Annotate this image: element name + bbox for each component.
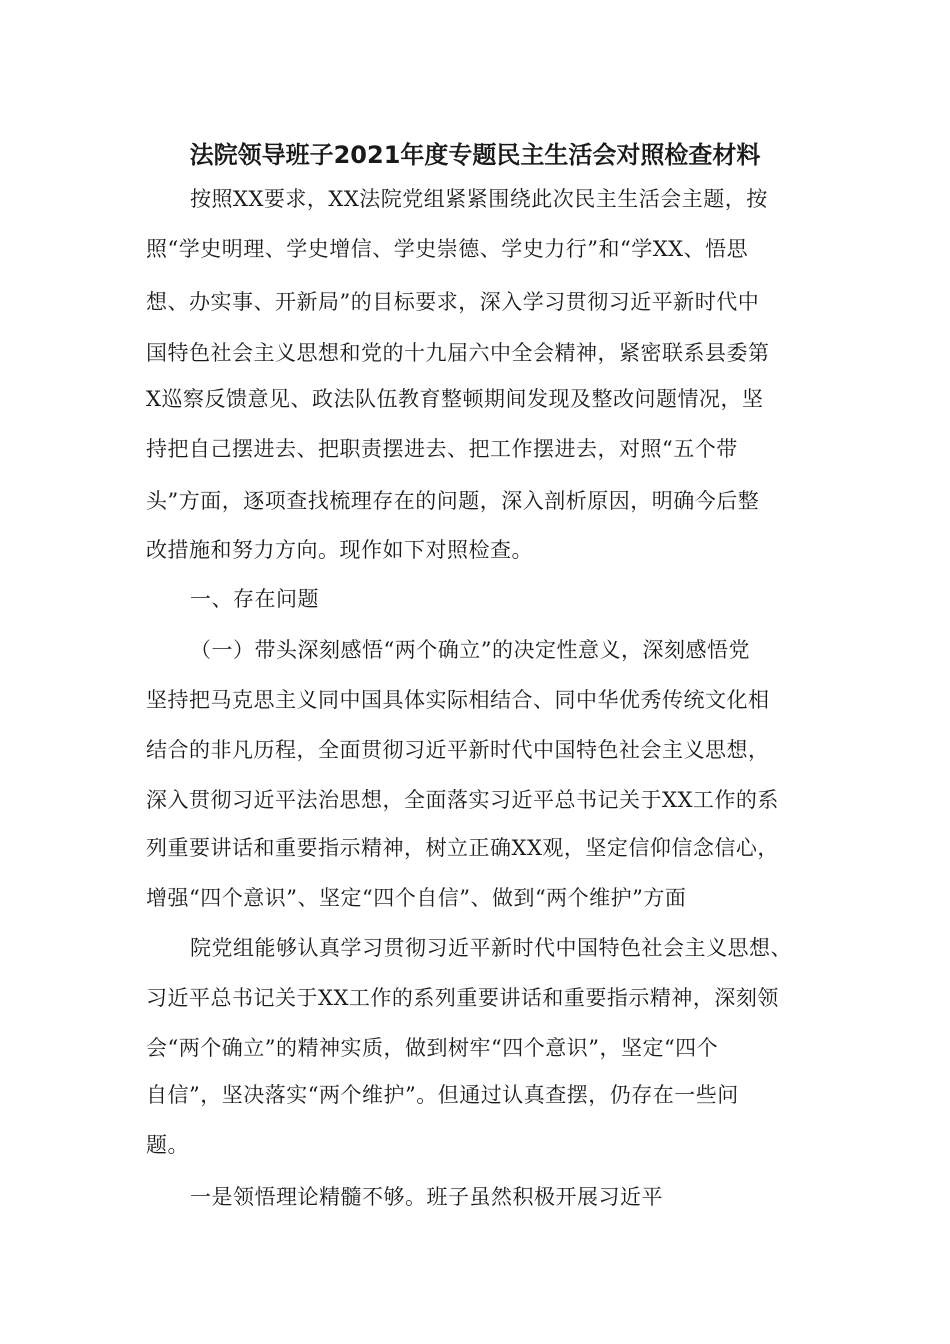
subsection-heading-line: 坚持把马克思主义同中国具体实际相结合、同中华优秀传统文化相 (146, 688, 770, 712)
subsection-heading-line: （一）带头深刻感悟“两个确立”的决定性意义，深刻感悟党 (190, 638, 750, 662)
paragraph-line: 会“两个确立”的精神实质，做到树牢“四个意识”，坚定“四个 (146, 1036, 719, 1060)
subsection-heading-line: 深入贯彻习近平法治思想，全面落实习近平总书记关于XX工作的系 (146, 788, 779, 812)
paragraph-line: 一是领悟理论精髓不够。班子虽然积极开展习近平 (190, 1185, 663, 1209)
paragraph-line: 改措施和努力方向。现作如下对照检查。 (146, 538, 533, 562)
paragraph-line: 题。 (146, 1133, 189, 1157)
section-heading: 一、存在问题 (190, 587, 319, 611)
document-title: 法院领导班子2021年度专题民主生活会对照检查材料 (189, 141, 761, 169)
subsection-heading-line: 增强“四个意识”、坚定“四个自信”、做到“两个维护”方面 (146, 886, 687, 910)
paragraph-line: 持把自己摆进去、把职责摆进去、把工作摆进去，对照“五个带 (146, 437, 738, 461)
paragraph-line: 头”方面，逐项查找梳理存在的问题，深入剖析原因，明确今后整 (146, 489, 760, 513)
paragraph-line: 习近平总书记关于XX工作的系列重要讲话和重要指示精神，深刻领 (146, 986, 779, 1010)
paragraph-line: 院党组能够认真学习贯彻习近平新时代中国特色社会主义思想、 (190, 936, 792, 960)
subsection-heading-line: 列重要讲话和重要指示精神，树立正确XX观，坚定信仰信念信心， (146, 836, 779, 860)
paragraph-line: 国特色社会主义思想和党的十九届六中全会精神，紧密联系县委第 (146, 341, 770, 365)
paragraph-line: 自信”，坚决落实“两个维护”。但通过认真查摆，仍存在一些问 (146, 1083, 739, 1107)
paragraph-line: X巡察反馈意见、政法队伍教育整顿期间发现及整改问题情况，坚 (146, 387, 764, 411)
paragraph-line: 照“学史明理、学史增信、学史崇德、学史力行”和“学XX、悟思 (146, 237, 749, 261)
paragraph-line: 想、办实事、开新局”的目标要求，深入学习贯彻习近平新时代中 (146, 290, 760, 314)
subsection-heading-line: 结合的非凡历程，全面贯彻习近平新时代中国特色社会主义思想， (146, 738, 770, 762)
paragraph-line: 按照XX要求，XX法院党组紧紧围绕此次民主生活会主题，按 (190, 187, 768, 211)
